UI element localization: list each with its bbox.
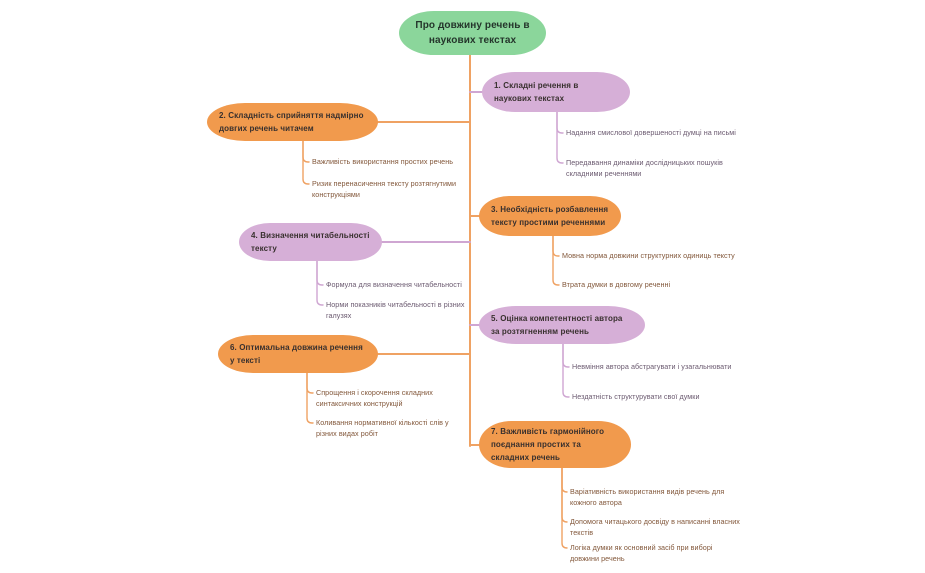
subtopic[interactable]: Передавання динаміки дослідницьких пошуків складними реченнями: [566, 158, 723, 178]
branch-node-2[interactable]: 2. Складність сприйняття надмірно довгих речень читачем: [207, 103, 378, 141]
branch-node-3[interactable]: 3. Необхідність розбавлення тексту простими реченнями: [479, 196, 621, 236]
subtopic[interactable]: Нездатність структурувати свої думки: [572, 392, 700, 401]
subtopic[interactable]: Спрощення і скорочення складних синтаксичних конструкцій: [316, 388, 433, 408]
branch-node-1[interactable]: 1. Складні речення в наукових текстах: [482, 72, 630, 112]
branch-node-7[interactable]: 7. Важливість гармонійного поєднання простих та складних речень: [479, 421, 631, 468]
branch-node-4[interactable]: 4. Визначення читабельності тексту: [239, 223, 382, 261]
subtopic[interactable]: Втрата думки в довгому реченні: [562, 280, 671, 289]
branch-node-5[interactable]: 5. Оцінка компетентності автора за розтягненням речень: [479, 306, 645, 344]
subtopic[interactable]: Важливість використання простих речень: [312, 157, 454, 166]
subtopic[interactable]: Надання смислової довершеності думці на письмі: [566, 128, 736, 137]
subtopic[interactable]: Коливання нормативної кількості слів у різних видах робіт: [316, 418, 449, 438]
subtopic[interactable]: Логіка думки як основний засіб при виборі довжини речень: [570, 543, 713, 563]
subtopic[interactable]: Допомога читацького досвіду в написанні власних текстів: [570, 517, 740, 537]
subtopic[interactable]: Формула для визначення читабельності: [326, 280, 462, 289]
root-node[interactable]: Про довжину речень в наукових текстах: [399, 11, 546, 55]
subtopic[interactable]: Варіативність використання видів речень для кожного автора: [570, 487, 725, 507]
subtopic[interactable]: Мовна норма довжини структурних одиниць тексту: [562, 251, 735, 260]
subtopic[interactable]: Норми показників читабельності в різних галузях: [326, 300, 465, 320]
subtopic[interactable]: Невміння автора абстрагувати і узагальнювати: [572, 362, 732, 371]
branch-node-6[interactable]: 6. Оптимальна довжина речення у тексті: [218, 335, 378, 373]
subtopic[interactable]: Ризик перенасичення тексту розтягнутими конструкціями: [312, 179, 457, 199]
